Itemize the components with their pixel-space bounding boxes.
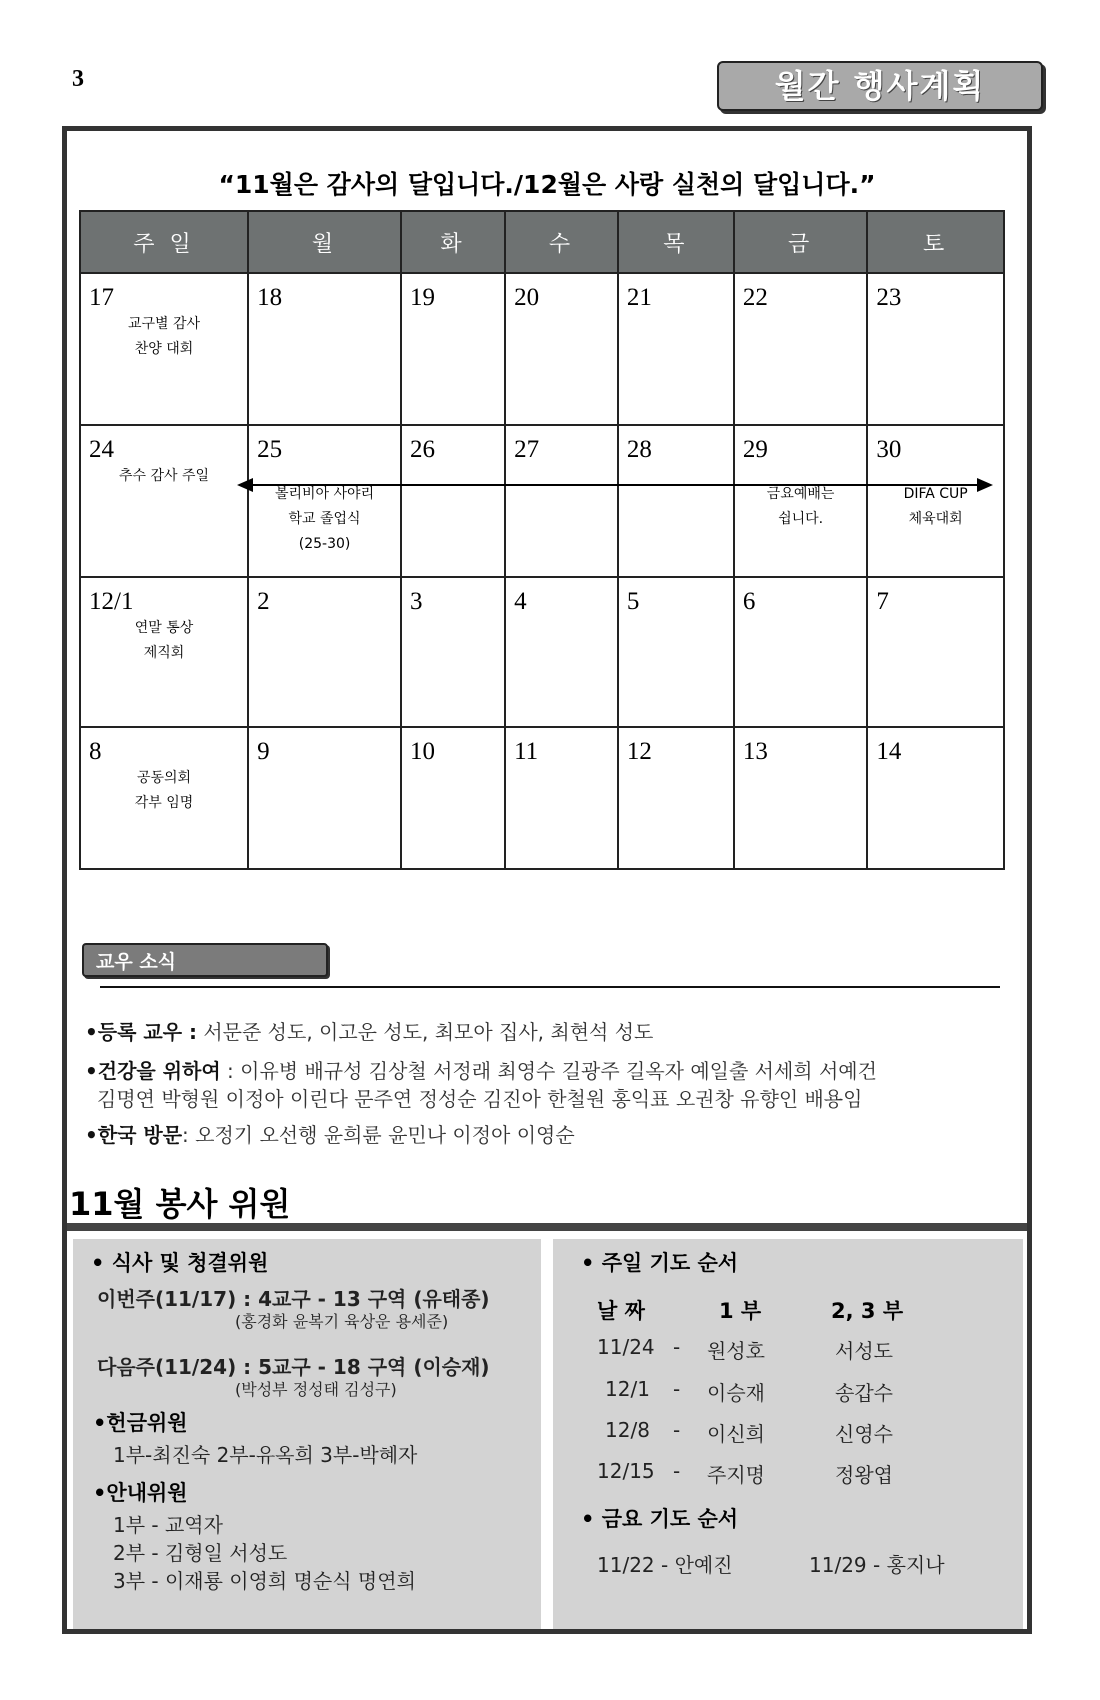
prayer-date: 12/15 bbox=[597, 1459, 655, 1483]
usher-committee-title: •안내위원 bbox=[93, 1481, 188, 1505]
calendar-day-cell bbox=[734, 727, 867, 869]
calendar-day-cell bbox=[80, 727, 248, 869]
day-number: 6 bbox=[742, 588, 756, 615]
calendar-week-row bbox=[80, 577, 1004, 727]
calendar-day-cell bbox=[248, 273, 401, 425]
calendar-day-cell bbox=[80, 577, 248, 727]
event-line: DIFA CUP bbox=[903, 486, 968, 502]
prayer-service-23: 송갑수 bbox=[835, 1381, 893, 1405]
calendar-day-cell bbox=[505, 273, 618, 425]
day-event bbox=[81, 616, 247, 666]
event-line: 학교 졸업식 bbox=[288, 511, 361, 527]
calendar-day-cell bbox=[618, 273, 734, 425]
day-header: 토 bbox=[867, 211, 1004, 273]
prayer-service-1: 원성호 bbox=[707, 1339, 765, 1363]
calendar-day-cell bbox=[401, 425, 505, 577]
day-number: 4 bbox=[514, 588, 527, 615]
news-section-label: 교우 소식 bbox=[82, 943, 328, 977]
event-line: 교구별 감사 bbox=[128, 316, 201, 332]
day-number: 23 bbox=[876, 284, 902, 311]
event-line: 각부 임명 bbox=[134, 795, 194, 811]
divider bbox=[100, 986, 1000, 988]
calendar-day-cell bbox=[867, 273, 1004, 425]
event-line: 연말 통상 bbox=[134, 620, 194, 636]
day-number: 28 bbox=[626, 436, 652, 463]
event-line: 체육대회 bbox=[908, 511, 963, 527]
usher-2: 2부 - 김형일 서성도 bbox=[113, 1541, 288, 1565]
calendar-day-cell bbox=[867, 577, 1004, 727]
page-title: 월간 행사계획 bbox=[717, 61, 1043, 111]
calendar-day-cell bbox=[734, 273, 867, 425]
day-number: 8 bbox=[89, 738, 102, 765]
news-registered-names: 서문준 성도, 이고운 성도, 최모아 집사, 최현석 성도 bbox=[197, 1020, 654, 1044]
calendar-day-cell bbox=[734, 425, 867, 577]
prayer-service-23: 신영수 bbox=[835, 1422, 893, 1446]
day-number: 10 bbox=[410, 738, 435, 765]
offering-committee-title: •헌금위원 bbox=[93, 1411, 188, 1435]
prayer-date: 12/8 bbox=[605, 1418, 650, 1442]
day-number: 24 bbox=[89, 436, 114, 463]
sunday-prayer-title: • 주일 기도 순서 bbox=[581, 1251, 739, 1275]
calendar-day-cell bbox=[618, 727, 734, 869]
calendar-day-cell bbox=[248, 577, 401, 727]
friday-prayer-title: • 금요 기도 순서 bbox=[581, 1507, 739, 1531]
day-number: 5 bbox=[626, 588, 640, 615]
calendar-header-row bbox=[80, 211, 1004, 273]
usher-1: 1부 - 교역자 bbox=[113, 1513, 223, 1537]
prayer-dash: - bbox=[673, 1459, 681, 1483]
news-registered bbox=[85, 1018, 653, 1046]
calendar-day-cell bbox=[505, 727, 618, 869]
calendar-week-row bbox=[80, 727, 1004, 869]
news-visit-names: : 오정기 오선행 윤희륜 윤민나 이정아 이영순 bbox=[182, 1123, 575, 1147]
news-registered-label: •등록 교우 : bbox=[85, 1020, 197, 1044]
event-line: 금요예배는 bbox=[766, 486, 835, 502]
day-header: 목 bbox=[618, 211, 734, 273]
calendar-day-cell bbox=[248, 425, 401, 577]
day-number: 22 bbox=[742, 284, 768, 311]
day-number: 14 bbox=[876, 738, 902, 765]
event-line: (25-30) bbox=[298, 536, 351, 552]
divider bbox=[67, 1223, 1027, 1231]
calendar-day-cell bbox=[618, 425, 734, 577]
calendar-day-cell bbox=[505, 577, 618, 727]
news-health-label: •건강을 위하여 bbox=[85, 1059, 221, 1083]
news-visit-label: •한국 방문 bbox=[85, 1123, 183, 1147]
calendar-day-cell bbox=[401, 273, 505, 425]
day-number: 21 bbox=[626, 284, 652, 311]
day-number: 12 bbox=[626, 738, 652, 765]
news-visit bbox=[85, 1121, 575, 1149]
day-number: 3 bbox=[410, 588, 423, 615]
event-calendar bbox=[79, 210, 1005, 870]
next-week-members: (박성부 정성태 김성구) bbox=[235, 1380, 397, 1399]
calendar-day-cell bbox=[401, 577, 505, 727]
day-event bbox=[81, 766, 247, 816]
day-number: 2 bbox=[257, 588, 270, 615]
day-number: 9 bbox=[257, 738, 270, 765]
calendar-day-cell bbox=[867, 727, 1004, 869]
day-event bbox=[81, 312, 247, 362]
event-line: 볼리비아 사야리 bbox=[274, 486, 375, 502]
day-number: 30 bbox=[876, 436, 902, 463]
prayer-dash: - bbox=[673, 1377, 681, 1401]
service-panel-right bbox=[553, 1239, 1023, 1629]
this-week-duty: 이번주(11/17) : 4교구 - 13 구역 (유태종) bbox=[97, 1287, 490, 1311]
day-header: 금 bbox=[734, 211, 867, 273]
calendar-day-cell bbox=[80, 425, 248, 577]
prayer-service-1: 이신희 bbox=[707, 1422, 765, 1446]
calendar-day-cell bbox=[734, 577, 867, 727]
day-number: 20 bbox=[514, 284, 540, 311]
service-panel-left bbox=[73, 1239, 541, 1629]
event-span-arrow bbox=[237, 476, 993, 494]
prayer-service-23: 정왕엽 bbox=[835, 1463, 893, 1487]
event-line: 추수 감사 주일 bbox=[119, 468, 210, 484]
day-header: 월 bbox=[248, 211, 401, 273]
calendar-day-cell bbox=[80, 273, 248, 425]
day-number: 26 bbox=[410, 436, 435, 463]
calendar-week-row bbox=[80, 425, 1004, 577]
calendar-day-cell bbox=[401, 727, 505, 869]
day-number: 13 bbox=[742, 738, 768, 765]
col-service-23: 2, 3 부 bbox=[831, 1299, 904, 1323]
day-header: 수 bbox=[505, 211, 618, 273]
day-number: 19 bbox=[410, 284, 435, 311]
offering-committee: 1부-최진숙 2부-유옥희 3부-박혜자 bbox=[113, 1443, 418, 1467]
meal-committee-title: • 식사 및 청결위원 bbox=[91, 1251, 269, 1275]
prayer-service-23: 서성도 bbox=[835, 1339, 893, 1363]
day-number: 11 bbox=[514, 738, 539, 765]
day-header: 주 일 bbox=[80, 211, 248, 273]
day-number: 12/1 bbox=[89, 588, 134, 615]
event-line: 공동의회 bbox=[136, 770, 192, 786]
prayer-service-1: 이승재 bbox=[707, 1381, 765, 1405]
calendar-week-row bbox=[80, 273, 1004, 425]
event-line: 쉽니다. bbox=[778, 511, 824, 527]
event-line: 제직회 bbox=[143, 645, 185, 661]
prayer-date: 11/24 bbox=[597, 1335, 655, 1359]
calendar-heading: “11월은 감사의 달입니다./12월은 사랑 실천의 달입니다.” bbox=[218, 170, 876, 199]
news-health bbox=[85, 1057, 877, 1113]
friday-prayer-2: 11/29 - 홍지나 bbox=[809, 1553, 945, 1577]
calendar-day-cell bbox=[248, 727, 401, 869]
day-number: 7 bbox=[876, 588, 889, 615]
col-date: 날 짜 bbox=[597, 1299, 645, 1323]
prayer-date: 12/1 bbox=[605, 1377, 650, 1401]
friday-prayer-1: 11/22 - 안예진 bbox=[597, 1553, 733, 1577]
this-week-members: (홍경화 윤복기 육상운 용세준) bbox=[235, 1312, 449, 1331]
news-health-names: : 이유병 배규성 김상철 서정래 최영수 길광주 길옥자 예일출 서세희 서예건 bbox=[220, 1059, 877, 1083]
page-number: 3 bbox=[72, 66, 84, 92]
usher-3: 3부 - 이재룡 이영희 명순식 명연희 bbox=[113, 1569, 416, 1593]
day-number: 27 bbox=[514, 436, 540, 463]
day-header: 화 bbox=[401, 211, 505, 273]
content-frame bbox=[62, 126, 1032, 1634]
prayer-service-1: 주지명 bbox=[707, 1463, 765, 1487]
day-number: 17 bbox=[89, 284, 114, 311]
col-service-1: 1 부 bbox=[719, 1299, 762, 1323]
calendar-day-cell bbox=[505, 425, 618, 577]
event-line: 찬양 대회 bbox=[134, 341, 194, 357]
next-week-duty: 다음주(11/24) : 5교구 - 18 구역 (이승재) bbox=[97, 1355, 490, 1379]
calendar-day-cell bbox=[618, 577, 734, 727]
calendar-day-cell bbox=[867, 425, 1004, 577]
prayer-dash: - bbox=[673, 1418, 681, 1442]
day-number: 29 bbox=[742, 436, 768, 463]
day-number: 25 bbox=[257, 436, 283, 463]
prayer-dash: - bbox=[673, 1335, 681, 1359]
service-title: 11월 봉사 위원 bbox=[69, 1185, 291, 1223]
day-event bbox=[81, 464, 247, 489]
news-health-names-2: 김명연 박형원 이정아 이린다 문주연 정성순 김진아 한철원 홍익표 오권창 유향인 배용임 bbox=[97, 1087, 863, 1111]
day-number: 18 bbox=[257, 284, 283, 311]
